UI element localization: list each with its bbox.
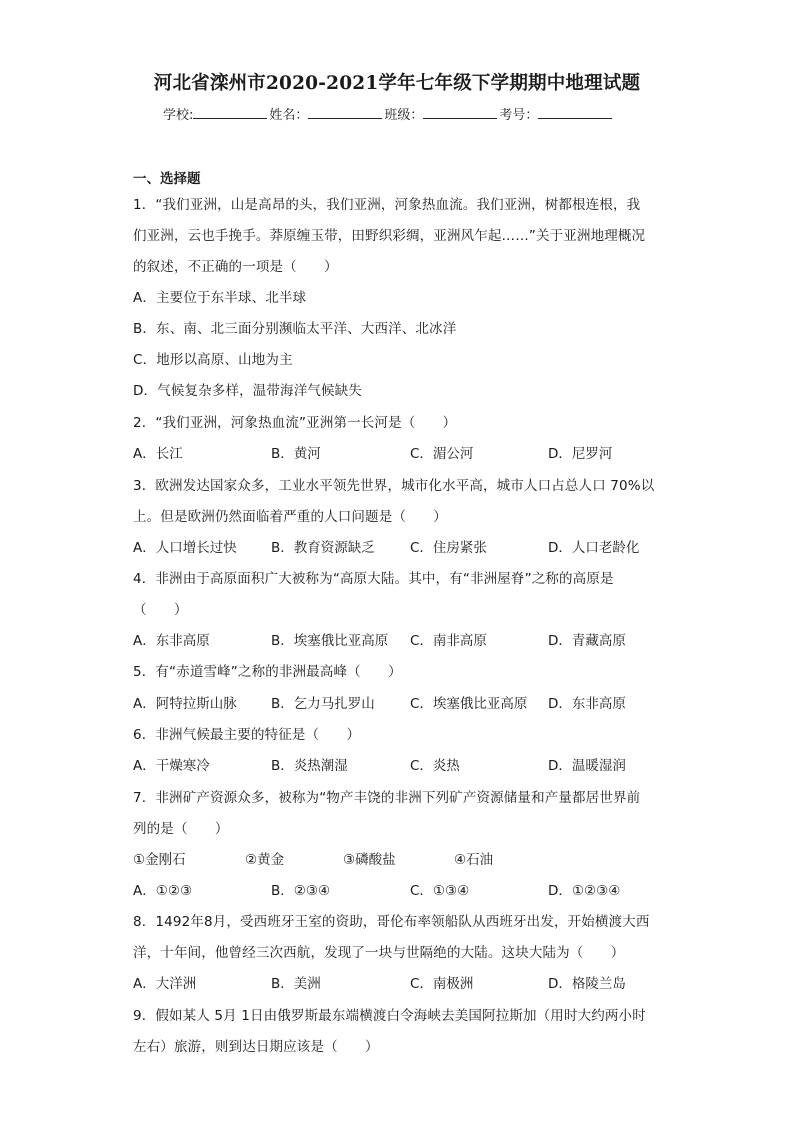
exam-no-label: 考号： bbox=[499, 108, 539, 123]
question-7-option-c[interactable]: C．①③④ bbox=[410, 883, 470, 899]
name-label: 姓名： bbox=[269, 108, 309, 123]
question-8-line-1: 8．1492年8月，受西班牙王室的资助，哥伦布率领船队从西班牙出发，开始横渡大西 bbox=[133, 914, 650, 930]
question-6-option-b[interactable]: B．炎热潮湿 bbox=[271, 758, 348, 774]
student-info-row bbox=[163, 104, 614, 123]
question-1-line-3: 的叙述，不正确的一项是（ ） bbox=[133, 259, 338, 275]
exam-no-blank[interactable] bbox=[538, 106, 612, 119]
question-7-item-2: ②黄金 bbox=[245, 852, 285, 868]
question-8-option-a[interactable]: A．大洋洲 bbox=[133, 976, 197, 992]
question-3-line-2: 上。但是欧洲仍然面临着严重的人口问题是（ ） bbox=[133, 509, 447, 525]
page-title: 河北省滦州市2020-2021学年七年级下学期期中地理试题 bbox=[153, 73, 641, 94]
school-blank[interactable] bbox=[193, 106, 267, 119]
question-9-line-1: 9．假如某人 5月 1日由俄罗斯最东端横渡白令海峡去美国阿拉斯加（用时大约两小时 bbox=[133, 1008, 646, 1024]
question-1-option-c[interactable]: C．地形以高原、山地为主 bbox=[133, 352, 293, 368]
question-9-line-2: 左右）旅游，则到达日期应该是（ ） bbox=[133, 1039, 379, 1055]
question-2-option-c[interactable]: C．湄公河 bbox=[410, 446, 474, 462]
question-1-option-a[interactable]: A．主要位于东半球、北半球 bbox=[133, 290, 307, 306]
question-6-option-c[interactable]: C．炎热 bbox=[410, 758, 460, 774]
question-4-line-2: （ ） bbox=[133, 602, 188, 618]
question-5-option-b[interactable]: B．乞力马扎罗山 bbox=[271, 696, 375, 712]
question-1-line-2: 们亚洲，云也手挽手。莽原缠玉带，田野织彩绸，亚洲风乍起……”关于亚洲地理概况 bbox=[133, 228, 646, 244]
question-3-line-1: 3．欧洲发达国家众多，工业水平领先世界，城市化水平高，城市人口占总人口 70%以 bbox=[133, 478, 655, 494]
question-7-line-1: 7．非洲矿产资源众多，被称为“物产丰饶的非洲下列矿产资源储量和产量都居世界前 bbox=[133, 790, 641, 806]
question-8-option-b[interactable]: B．美洲 bbox=[271, 976, 321, 992]
question-5-option-a[interactable]: A．阿特拉斯山脉 bbox=[133, 696, 237, 712]
question-2-option-b[interactable]: B．黄河 bbox=[271, 446, 321, 462]
question-7-option-d[interactable]: D．①②③④ bbox=[548, 883, 621, 899]
question-4-option-d[interactable]: D．青藏高原 bbox=[548, 633, 626, 649]
class-label: 班级： bbox=[384, 108, 424, 123]
question-1-option-b[interactable]: B．东、南、北三面分别濒临太平洋、大西洋、北冰洋 bbox=[133, 321, 457, 337]
question-4-option-a[interactable]: A．东非高原 bbox=[133, 633, 210, 649]
question-1-option-d[interactable]: D．气候复杂多样，温带海洋气候缺失 bbox=[133, 383, 362, 399]
class-blank[interactable] bbox=[423, 106, 497, 119]
question-2-option-d[interactable]: D．尼罗河 bbox=[548, 446, 613, 462]
school-label: 学校: bbox=[163, 108, 194, 123]
question-7-option-a[interactable]: A．①②③ bbox=[133, 883, 193, 899]
question-3-option-c[interactable]: C．住房紧张 bbox=[410, 540, 487, 556]
question-5-option-c[interactable]: C．埃塞俄比亚高原 bbox=[410, 696, 528, 712]
question-8-option-d[interactable]: D．格陵兰岛 bbox=[548, 976, 626, 992]
question-6-option-a[interactable]: A．干燥寒冷 bbox=[133, 758, 210, 774]
question-7-line-2: 列的是（ ） bbox=[133, 821, 229, 837]
question-3-option-a[interactable]: A．人口增长过快 bbox=[133, 540, 237, 556]
question-7-item-1: ①金刚石 bbox=[133, 852, 186, 868]
question-4-option-c[interactable]: C．南非高原 bbox=[410, 633, 487, 649]
question-4-option-b[interactable]: B．埃塞俄比亚高原 bbox=[271, 633, 389, 649]
question-7-item-3: ③磷酸盐 bbox=[343, 852, 396, 868]
question-3-option-d[interactable]: D．人口老龄化 bbox=[548, 540, 640, 556]
question-6-stem: 6．非洲气候最主要的特征是（ ） bbox=[133, 727, 361, 743]
question-7-item-4: ④石油 bbox=[454, 852, 494, 868]
question-5-stem: 5．有“赤道雪峰”之称的非洲最高峰（ ） bbox=[133, 664, 402, 680]
question-6-option-d[interactable]: D．温暖湿润 bbox=[548, 758, 626, 774]
question-3-option-b[interactable]: B．教育资源缺乏 bbox=[271, 540, 375, 556]
question-8-line-2: 洋，十年间，他曾经三次西航，发现了一块与世隔绝的大陆。这块大陆为（ ） bbox=[133, 945, 625, 961]
question-7-option-b[interactable]: B．②③④ bbox=[271, 883, 331, 899]
question-2-stem: 2．“我们亚洲，河象热血流”亚洲第一长河是（ ） bbox=[133, 415, 457, 431]
section-heading: 一、选择题 bbox=[133, 171, 201, 187]
name-blank[interactable] bbox=[308, 106, 382, 119]
question-8-option-c[interactable]: C．南极洲 bbox=[410, 976, 474, 992]
question-2-option-a[interactable]: A．长江 bbox=[133, 446, 183, 462]
question-5-option-d[interactable]: D．东非高原 bbox=[548, 696, 626, 712]
question-1-line-1: 1．“我们亚洲，山是高昂的头，我们亚洲，河象热血流。我们亚洲，树都根连根，我 bbox=[133, 197, 641, 213]
question-4-line-1: 4．非洲由于高原面积广大被称为“高原大陆。其中，有“非洲屋脊”之称的高原是 bbox=[133, 571, 614, 587]
